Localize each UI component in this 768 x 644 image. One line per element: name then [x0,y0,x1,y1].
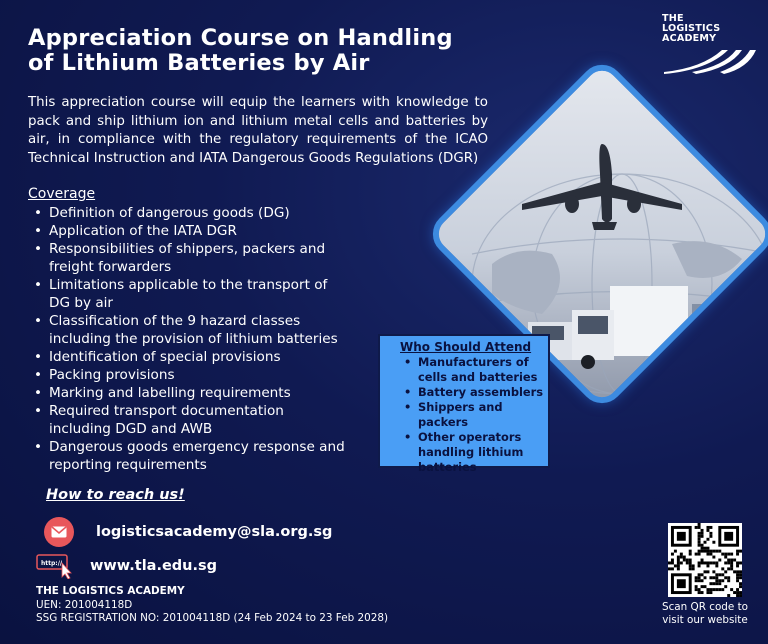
logo-text [662,14,758,44]
who-should-attend-box [378,334,550,474]
coverage-item: • Identification of special provisions [30,348,350,366]
coverage-item: • Dangerous goods emergency response and reporting requirements [30,438,350,474]
website-contact[interactable] [36,553,217,579]
qr-caption: Scan QR code to visit our website [661,601,749,626]
logo-line-3: ACADEMY [662,33,717,44]
email-contact[interactable] [36,517,332,547]
coverage-item: • Application of the IATA DGR [30,222,350,240]
mail-icon [44,517,74,547]
who-item: • Other operators handling lithium batteries [402,430,550,475]
logo-line-1: THE [662,13,684,24]
browser-cursor-icon [36,553,76,579]
footer-ssg: SSG REGISTRATION NO: 201004118D (24 Feb 2024 to 23 Feb 2028) [36,612,389,624]
reach-heading: How to reach us! [46,487,185,503]
coverage-list [30,204,350,474]
website-link[interactable]: www.tla.edu.sg [90,558,218,574]
footer-org: THE LOGISTICS ACADEMY [36,585,185,597]
qr-code-icon [668,523,742,597]
who-list [402,355,550,475]
coverage-item: • Responsibilities of shippers, packers and freight forwarders [30,240,350,276]
course-title: Appreciation Course on Handling of Lithium Batteries by Air [28,25,453,76]
who-item: • Battery assemblers [402,385,550,400]
coverage-item: • Limitations applicable to the transport of DG by air [30,276,350,312]
coverage-item: • Definition of dangerous goods (DG) [30,204,350,222]
course-intro: This appreciation course will equip the learners with knowledge to pack and ship lithium ion and lithium metal cells and batteries by air, in compliance with the regulatory requirements of the ICAO Technical Instruction and IATA Dangerous Goods Regulations (DGR) [28,95,488,166]
academy-logo [662,14,758,74]
logo-stripes-icon [662,44,758,74]
who-item: • Manufacturers of cells and batteries [402,355,550,385]
footer [36,585,388,626]
email-link[interactable]: logisticsacademy@sla.org.sg [96,524,333,540]
qr-code[interactable] [668,523,742,597]
coverage-heading: Coverage [28,186,96,202]
coverage-item: • Marking and labelling requirements [30,384,350,402]
coverage-item: • Required transport documentation including DGD and AWB [30,402,350,438]
who-heading: Who Should Attend [400,340,532,354]
footer-uen: UEN: 201004118D [36,598,133,611]
logo-line-2: LOGISTICS [662,23,721,34]
who-item: • Shippers and packers [402,400,550,430]
coverage-item: • Packing provisions [30,366,350,384]
http-label: http:// [41,560,63,567]
coverage-item: • Classification of the 9 hazard classes including the provision of lithium batteries [30,312,350,348]
